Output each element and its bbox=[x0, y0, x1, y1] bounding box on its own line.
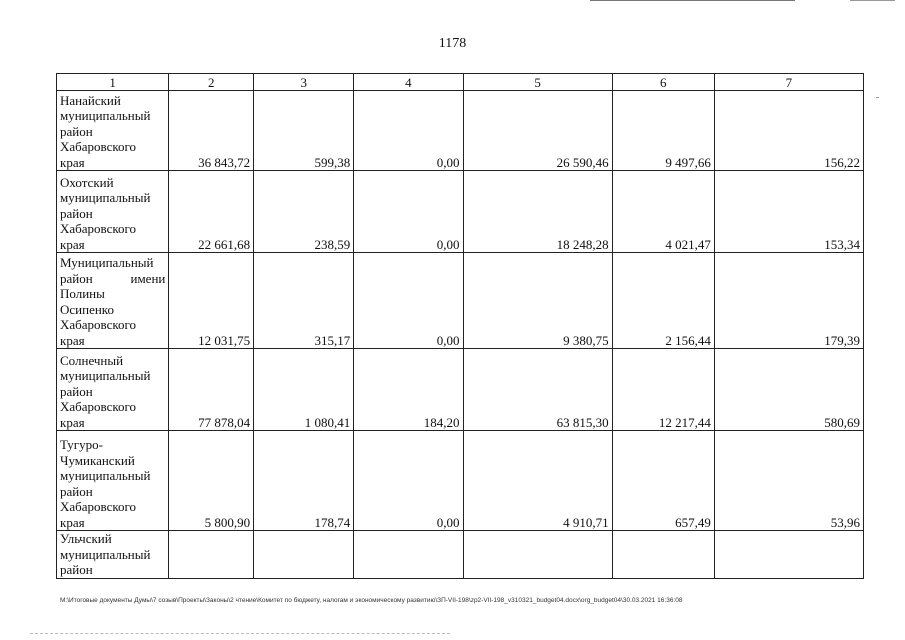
value-cell: 4 910,71 bbox=[463, 431, 612, 531]
value-cell: 36 843,72 bbox=[169, 91, 254, 171]
district-name-line: Нанайский bbox=[60, 92, 121, 108]
value-cell: 657,49 bbox=[612, 431, 714, 531]
district-name-line: Хабаровского bbox=[60, 499, 137, 514]
value-cell: 12 217,44 bbox=[612, 349, 714, 431]
district-name-cell bbox=[57, 91, 169, 171]
district-name-line: Тугуро- bbox=[60, 437, 103, 452]
value-cell bbox=[354, 531, 463, 579]
top-rule bbox=[590, 0, 795, 1]
column-header: 2 bbox=[169, 74, 254, 91]
value-cell: 9 380,75 bbox=[463, 253, 612, 349]
value-cell: 22 661,68 bbox=[169, 171, 254, 253]
value-cell: 0,00 bbox=[354, 431, 463, 531]
value-cell: 184,20 bbox=[354, 349, 463, 431]
district-name-line: муниципальный bbox=[60, 108, 151, 123]
value-cell: 12 031,75 bbox=[169, 253, 254, 349]
district-name-line: Полины bbox=[60, 286, 105, 301]
value-cell: 599,38 bbox=[254, 91, 354, 171]
table-row bbox=[57, 531, 864, 579]
value-cell: 156,22 bbox=[714, 91, 863, 171]
value-cell bbox=[254, 531, 354, 579]
scan-mark bbox=[876, 97, 879, 98]
district-name-line: Ульчский bbox=[60, 531, 112, 546]
district-name-line: муниципальный bbox=[60, 190, 151, 205]
column-header: 3 bbox=[254, 74, 354, 91]
value-cell: 5 800,90 bbox=[169, 431, 254, 531]
column-header: 7 bbox=[714, 74, 863, 91]
district-name-line: Охотский bbox=[60, 174, 114, 190]
page-number: 1178 bbox=[438, 36, 467, 51]
column-header: 4 bbox=[354, 74, 463, 91]
value-cell: 178,74 bbox=[254, 431, 354, 531]
district-name-line: район bbox=[60, 383, 93, 399]
column-header: 6 bbox=[612, 74, 714, 91]
district-name-line: район bbox=[60, 562, 93, 577]
district-name-line: Солнечный bbox=[60, 352, 124, 368]
table-row bbox=[57, 253, 864, 349]
value-cell: 53,96 bbox=[714, 431, 863, 531]
value-cell: 580,69 bbox=[714, 349, 863, 431]
value-cell bbox=[612, 531, 714, 579]
value-cell: 315,17 bbox=[254, 253, 354, 349]
budget-table bbox=[56, 73, 864, 579]
district-name-line: края bbox=[60, 332, 85, 348]
district-name-line: муниципальный bbox=[60, 546, 151, 562]
district-name-cell bbox=[57, 171, 169, 253]
district-name-line: края bbox=[60, 414, 85, 430]
document-file-path: М:\Итоговые документы Думы\7 созыв\Проекты\Законы\2 чтение\Комитет по бюджету, налогам и экономическому развитию\ЗП-VII-198\zp2-VII-198_v310321_budget04.docx\org_budget04\30.03.2021 16:36:08 bbox=[60, 597, 683, 604]
table-row bbox=[57, 431, 864, 531]
district-name-line: район bbox=[60, 205, 93, 221]
district-name-cell bbox=[57, 253, 169, 349]
district-name-line: края bbox=[60, 236, 85, 252]
district-name-cell bbox=[57, 531, 169, 579]
bottom-scan-edge bbox=[30, 633, 450, 634]
district-name-cell bbox=[57, 431, 169, 531]
value-cell: 0,00 bbox=[354, 171, 463, 253]
value-cell bbox=[169, 531, 254, 579]
value-cell bbox=[714, 531, 863, 579]
district-name-line: район имени bbox=[60, 270, 166, 286]
district-name-line: края bbox=[60, 514, 85, 530]
district-name-line: Хабаровского bbox=[60, 399, 137, 414]
district-name-line: муниципальный bbox=[60, 468, 151, 483]
value-cell: 238,59 bbox=[254, 171, 354, 253]
value-cell: 179,39 bbox=[714, 253, 863, 349]
table-row bbox=[57, 91, 864, 171]
value-cell: 2 156,44 bbox=[612, 253, 714, 349]
district-name-line: Хабаровского bbox=[60, 221, 137, 236]
value-cell: 26 590,46 bbox=[463, 91, 612, 171]
value-cell: 9 497,66 bbox=[612, 91, 714, 171]
top-rule-short bbox=[850, 0, 895, 1]
value-cell: 4 021,47 bbox=[612, 171, 714, 253]
value-cell: 153,34 bbox=[714, 171, 863, 253]
district-name-line: Осипенко bbox=[60, 301, 114, 317]
district-name-line: Чумиканский bbox=[60, 452, 135, 468]
table-header-row bbox=[57, 74, 864, 91]
value-cell: 77 878,04 bbox=[169, 349, 254, 431]
district-name-line: муниципальный bbox=[60, 368, 151, 383]
value-cell bbox=[463, 531, 612, 579]
value-cell: 63 815,30 bbox=[463, 349, 612, 431]
table-row bbox=[57, 349, 864, 431]
district-name-line: район bbox=[60, 483, 93, 499]
district-name-line: район bbox=[60, 123, 93, 139]
column-header: 1 bbox=[57, 74, 169, 91]
value-cell: 0,00 bbox=[354, 253, 463, 349]
district-name-cell bbox=[57, 349, 169, 431]
district-name-line: Хабаровского bbox=[60, 139, 137, 154]
value-cell: 18 248,28 bbox=[463, 171, 612, 253]
district-name-line: Хабаровского bbox=[60, 317, 137, 332]
value-cell: 0,00 bbox=[354, 91, 463, 171]
column-header: 5 bbox=[463, 74, 612, 91]
district-name-line: Муниципальный bbox=[60, 255, 154, 270]
value-cell: 1 080,41 bbox=[254, 349, 354, 431]
district-name-line: края bbox=[60, 154, 85, 170]
table-row bbox=[57, 171, 864, 253]
